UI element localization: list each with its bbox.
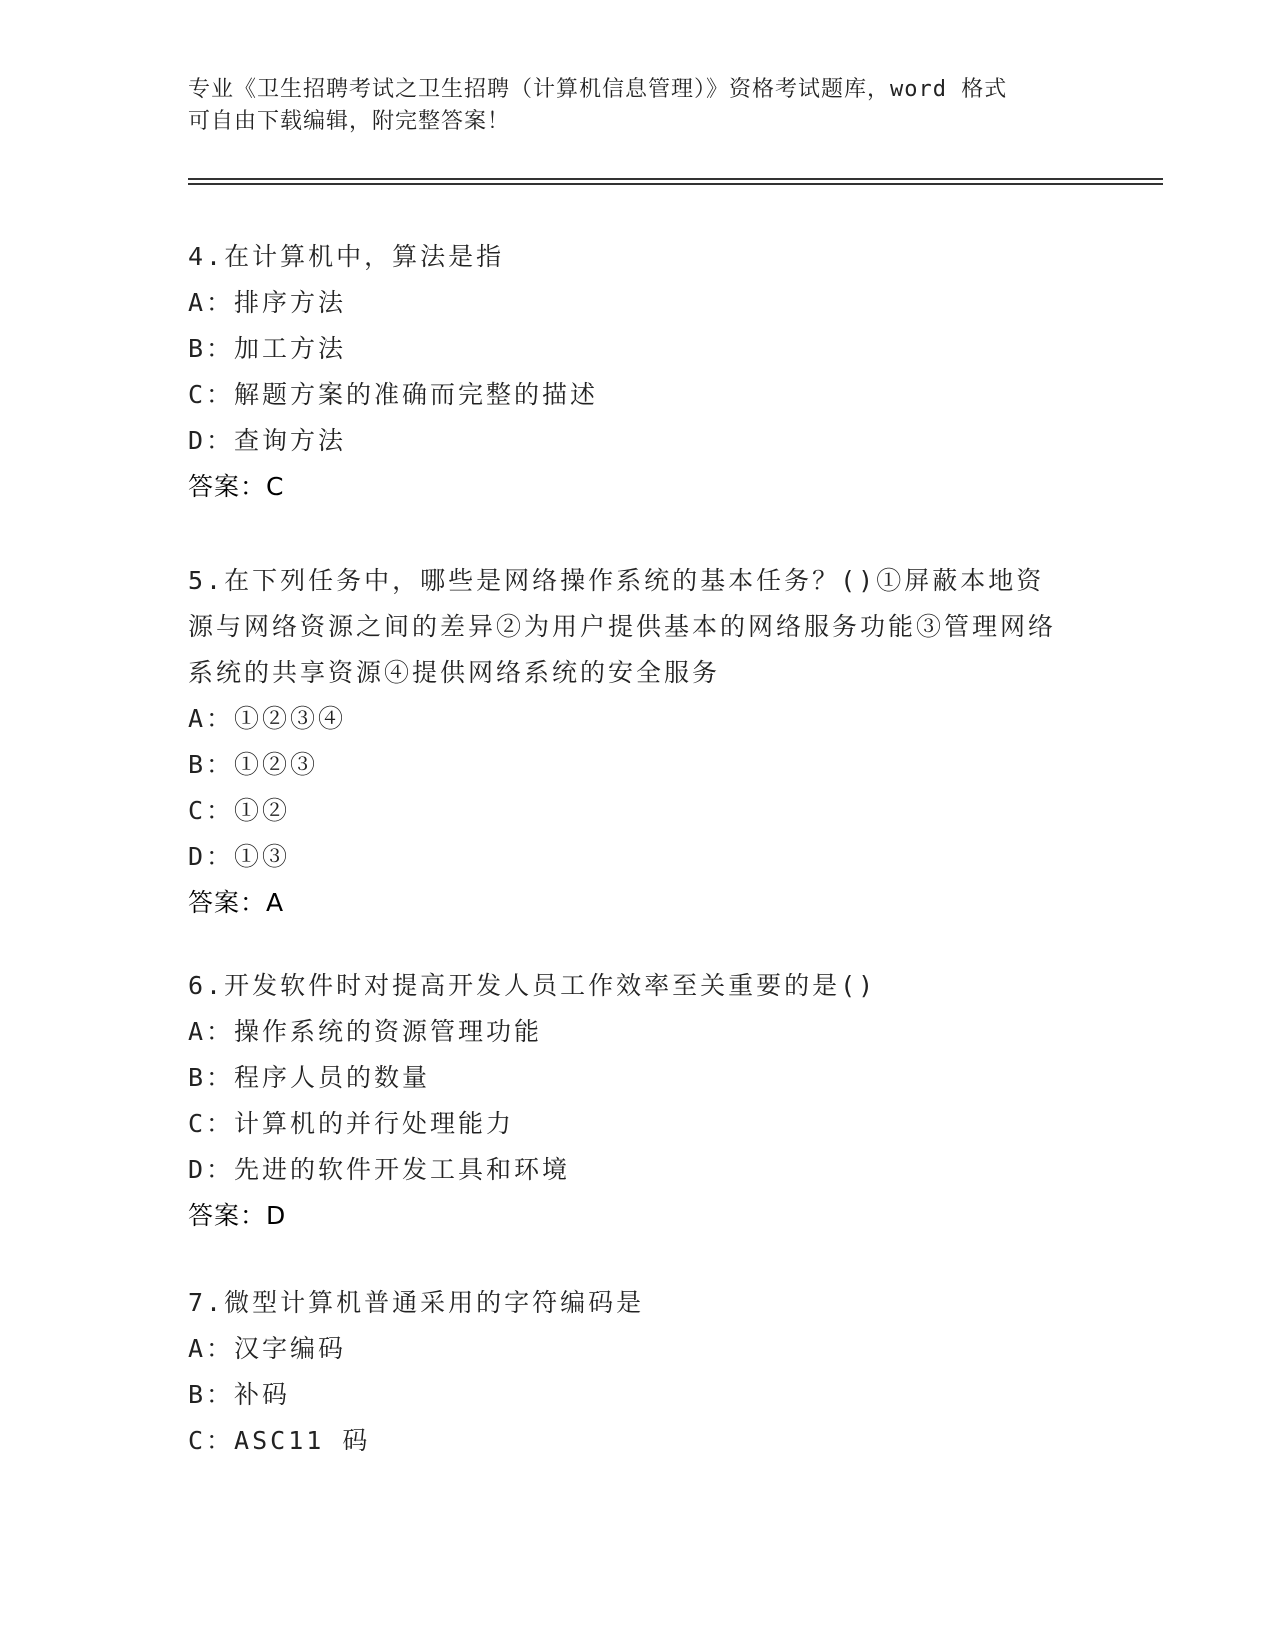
question-stem: 4.在计算机中，算法是指 [188, 242, 505, 271]
answer-text: 答案：A [188, 888, 285, 917]
option-c: C：计算机的并行处理能力 [188, 1109, 515, 1138]
answer-text: 答案：D [188, 1201, 287, 1230]
question-stem: 5.在下列任务中，哪些是网络操作系统的基本任务？()①屏蔽本地资源与网络资源之间的差异②为用户提供基本的网络服务功能③管理网络系统的共享资源④提供网络系统的安全服务 [188, 566, 1057, 687]
option-a: A：汉字编码 [188, 1334, 347, 1363]
question-block [188, 1280, 1068, 1464]
question-block [188, 234, 1068, 510]
document-header [188, 74, 1088, 138]
option-b: B：①②③ [188, 750, 319, 779]
question-block [188, 963, 1068, 1239]
option-d: D：①③ [188, 842, 291, 871]
question-stem: 6.开发软件时对提高开发人员工作效率至关重要的是() [188, 971, 877, 1000]
option-c: C：①② [188, 796, 291, 825]
option-a: A：排序方法 [188, 288, 347, 317]
option-b: B：加工方法 [188, 334, 347, 363]
option-d: D：查询方法 [188, 426, 347, 455]
header-title-line-1: 专业《卫生招聘考试之卫生招聘（计算机信息管理）》资格考试题库，word 格式 [188, 77, 1008, 102]
option-c: C：ASC11 码 [188, 1426, 371, 1455]
option-a: A：①②③④ [188, 704, 347, 733]
question-block [188, 558, 1068, 926]
option-b: B：补码 [188, 1380, 291, 1409]
option-b: B：程序人员的数量 [188, 1063, 431, 1092]
question-stem: 7.微型计算机普通采用的字符编码是 [188, 1288, 645, 1317]
option-a: A：操作系统的资源管理功能 [188, 1017, 543, 1046]
header-divider-bottom [188, 183, 1163, 185]
option-d: D：先进的软件开发工具和环境 [188, 1155, 571, 1184]
header-title-line-2: 可自由下载编辑，附完整答案！ [188, 109, 511, 134]
answer-text: 答案：C [188, 472, 285, 501]
header-divider-top [188, 178, 1163, 180]
option-c: C：解题方案的准确而完整的描述 [188, 380, 599, 409]
